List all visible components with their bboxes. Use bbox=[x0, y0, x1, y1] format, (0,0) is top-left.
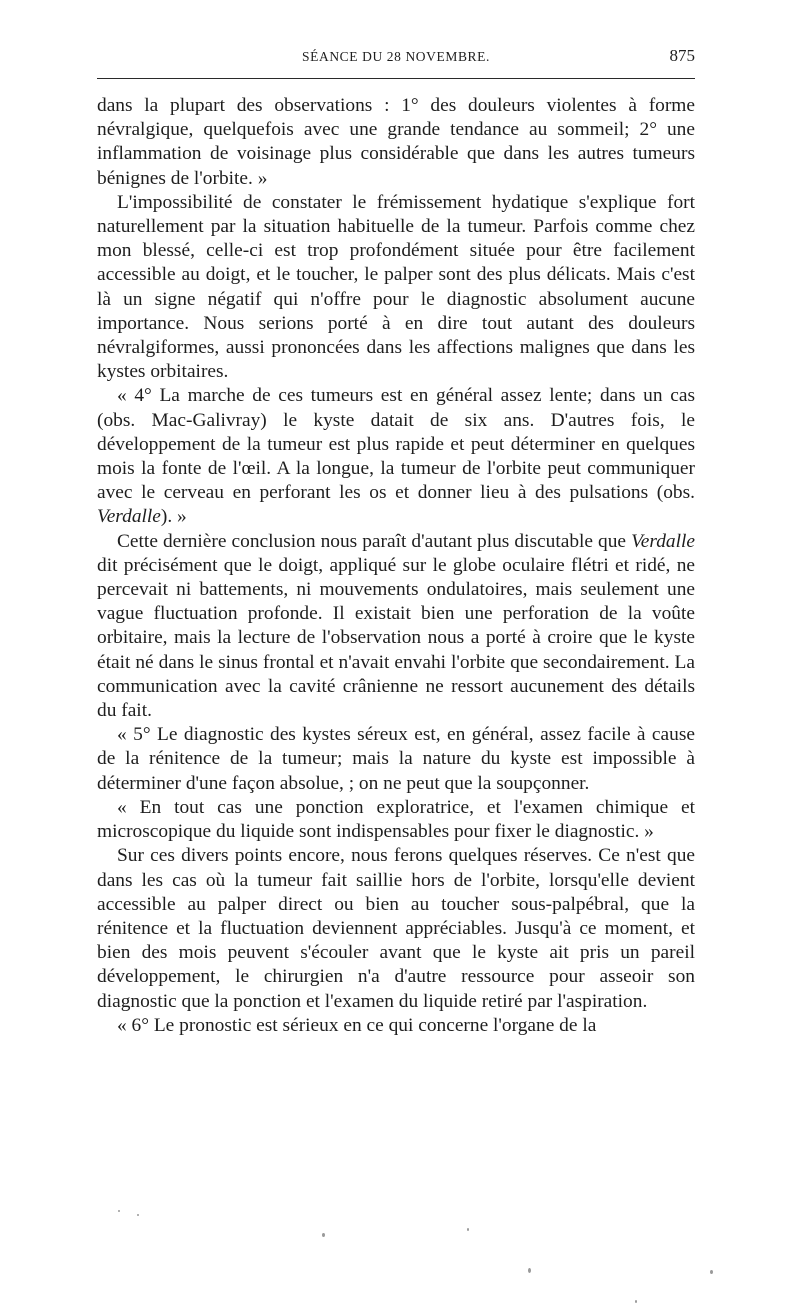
text-run: « En tout cas une ponction exploratrice, et l'examen chimique et microscopique du liquide sont indispensables pour fixer le diagnostic. » bbox=[97, 796, 695, 843]
paragraph bbox=[97, 94, 695, 191]
body-text bbox=[97, 94, 695, 1038]
speck bbox=[322, 1233, 325, 1237]
speck bbox=[467, 1228, 469, 1231]
text-run: dit précisément que le doigt, appliqué sur le globe oculaire flétri et ridé, ne percevait ni battements, ni mouvements ondulatoires, mais seulement une vague fluctuation profonde. Il existait bien une perforation de la voûte orbitaire, mais la lecture de l'observation nous a porté à croire que le kyste était né dans le sinus frontal et n'avait envahi l'orbite que secondairement. La communication avec la cavité crânienne ne ressort aucunement des détails du fait. bbox=[97, 554, 695, 722]
header-rule bbox=[97, 78, 695, 79]
text-run: dans la plupart des observations : 1° des douleurs violentes à forme névralgique, quelquefois avec une grande tendance au sommeil; 2° une inflammation de voisinage plus considérable que dans les autres tumeurs bénignes de l'orbite. » bbox=[97, 95, 695, 189]
text-run: Sur ces divers points encore, nous ferons quelques réserves. Ce n'est que dans les cas où la tumeur fait saillie hors de l'orbite, lorsqu'elle devient accessible au palper direct ou bien au toucher sous-palpébral, que la rénitence et la fluctuation deviennent appréciables. Jusqu'à ce moment, et bien des mois peuvent s'écouler avant que le kyste ait pris un pareil développement, le chirurgien n'a d'autre ressource pour asseoir son diagnostic que la ponction et l'examen du liquide retiré par l'aspiration. bbox=[97, 845, 695, 1012]
speck bbox=[528, 1268, 531, 1273]
page-number: 875 bbox=[669, 46, 695, 65]
italic-name: Verdalle bbox=[97, 506, 161, 528]
paragraph bbox=[97, 844, 695, 1013]
text-run: « 4° La marche de ces tumeurs est en général assez lente; dans un cas (obs. Mac-Galivray) le kyste datait de six ans. D'autres fois, le développement de la tumeur est plus rapide et peut déterminer en quelques mois la fonte de l'œil. A la longue, la tumeur de l'orbite peut communiquer avec le cerveau en perforant les os et donner lieu à des pulsations (obs. bbox=[97, 385, 695, 504]
speck bbox=[137, 1214, 139, 1216]
paragraph bbox=[97, 796, 695, 844]
text-run: Cette dernière conclusion nous paraît d'autant plus discutable que bbox=[117, 530, 632, 552]
text-run: L'impossibilité de constater le frémissement hydatique s'explique fort naturellement par la situation habituelle de la tumeur. Parfois comme chez mon blessé, celle-ci est trop profondément située pour être facilement accessible au doigt, et le toucher, le palper sont des plus délicats. Mais c'est là un signe négatif qui n'offre pour le diagnostic absolument aucune importance. Nous serions porté à en dire tout autant des douleurs névralgiformes, aussi prononcées dans les affections malignes que dans les kystes orbitaires. bbox=[97, 191, 695, 383]
paragraph bbox=[97, 384, 695, 529]
paragraph bbox=[97, 1014, 695, 1038]
paragraph bbox=[97, 191, 695, 385]
paragraph bbox=[97, 723, 695, 796]
speck bbox=[118, 1210, 120, 1212]
running-title: SÉANCE DU 28 NOVEMBRE. bbox=[302, 49, 490, 64]
text-run: « 6° Le pronostic est sérieux en ce qui concerne l'organe de la bbox=[117, 1014, 597, 1036]
text-run: « 5° Le diagnostic des kystes séreux est, en général, assez facile à cause de la rénitence de la tumeur; mais la nature du kyste est impossible à déterminer d'une façon absolue, ; on ne peut que la soupçonner. bbox=[97, 724, 695, 794]
speck bbox=[710, 1270, 713, 1274]
running-head bbox=[97, 44, 695, 70]
italic-name: Verdalle bbox=[631, 530, 695, 552]
text-run: ). » bbox=[160, 506, 187, 528]
speck bbox=[635, 1300, 637, 1303]
paragraph bbox=[97, 530, 695, 724]
